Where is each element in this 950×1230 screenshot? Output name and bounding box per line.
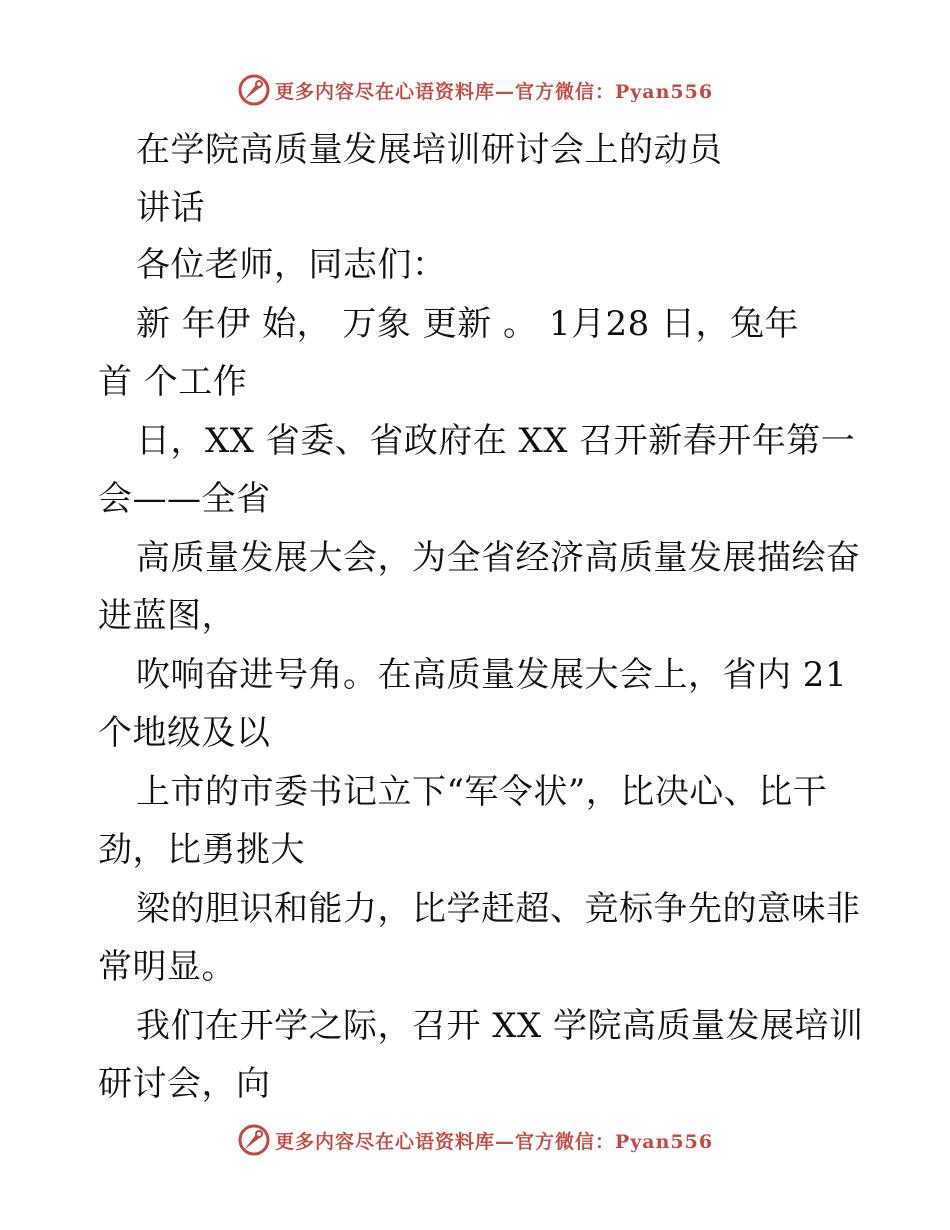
- quill-pen-logo-icon: [237, 73, 271, 107]
- footer-banner-text: 更多内容尽在心语资料库—官方微信：Pyan556: [274, 1130, 714, 1153]
- body-line: 日，XX 省委、省政府在 XX 召开新春开年第一: [136, 421, 856, 461]
- body-line: 会——全省: [98, 479, 271, 519]
- body-line: 梁的胆识和能力，比学赶超、竞标争先的意味非: [136, 889, 861, 929]
- document-title-line-2: 讲话: [136, 188, 205, 228]
- header-banner: [0, 70, 950, 110]
- body-line: 吹响奋进号角。在高质量发展大会上，省内 21: [136, 655, 848, 695]
- document-salutation: 各位老师，同志们：: [136, 245, 447, 285]
- quill-pen-logo-icon: [237, 1123, 271, 1157]
- body-line: 首 个工作: [98, 362, 248, 402]
- body-line: 研讨会，向: [98, 1064, 271, 1104]
- footer-banner: [0, 1120, 950, 1160]
- body-line: 高质量发展大会，为全省经济高质量发展描绘奋: [136, 538, 861, 578]
- body-line: 我们在开学之际，召开 XX 学院高质量发展培训: [136, 1006, 864, 1046]
- document-title-line-1: 在学院高质量发展培训研讨会上的动员: [136, 130, 723, 170]
- body-line: 常明显。: [98, 947, 236, 987]
- body-line: 上市的市委书记立下“军令状”，比决心、比干: [136, 772, 828, 812]
- header-banner-text: 更多内容尽在心语资料库—官方微信：Pyan556: [274, 80, 714, 103]
- body-line: 新 年伊 始， 万象 更新 。 1月28 日，兔年: [136, 304, 800, 344]
- body-line: 劲，比勇挑大: [98, 830, 305, 870]
- body-line: 个地级及以: [98, 713, 271, 753]
- body-line: 进蓝图，: [98, 596, 236, 636]
